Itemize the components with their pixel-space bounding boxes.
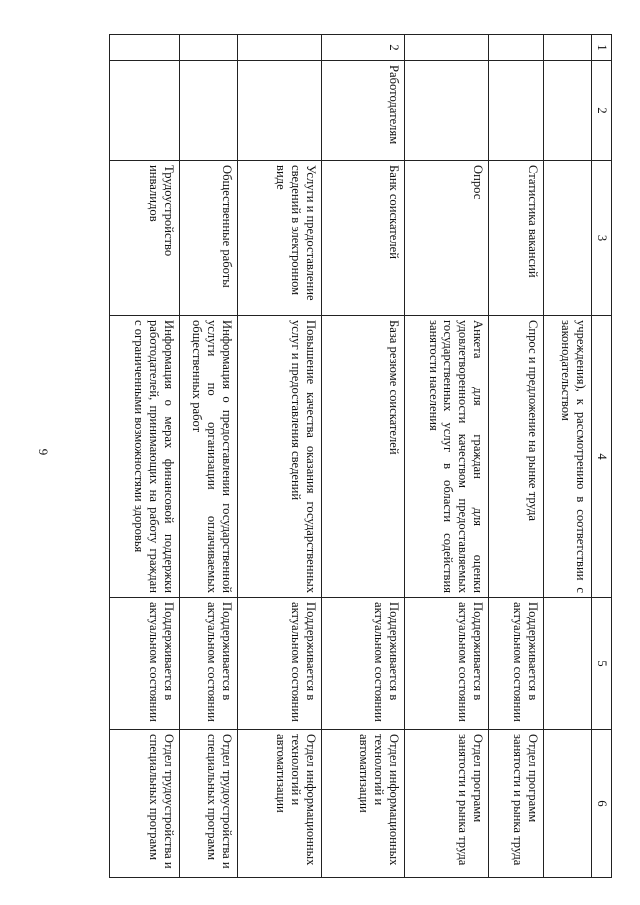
- status-cell: Поддерживается в актуальном состоянии: [180, 598, 238, 730]
- rotated-table-wrapper: [82, 34, 612, 877]
- audience-cell: [238, 61, 322, 161]
- header-col-2: 2: [592, 61, 612, 161]
- department-cell: [544, 730, 592, 878]
- department-cell: Отдел трудоустройства и специальных программ: [110, 730, 180, 878]
- department-cell: Отдел программ занятости и рынка труда: [489, 730, 544, 878]
- table-header-row: [592, 35, 612, 878]
- department-cell: Отдел информационных технологий и автоматизации: [322, 730, 405, 878]
- status-cell: Поддерживается в актуальном состоянии: [489, 598, 544, 730]
- status-cell: [544, 598, 592, 730]
- table-row: [238, 35, 322, 878]
- table-row: [405, 35, 489, 878]
- status-cell: Поддерживается в актуальном состоянии: [322, 598, 405, 730]
- service-description-cell: База резюме соискателей: [322, 316, 405, 598]
- table-row: [322, 35, 405, 878]
- service-description-cell: Информация о предоставлении государственной услуги по организации оплачиваемых общественных работ: [180, 316, 238, 598]
- service-name-cell: Статистика вакансий: [489, 161, 544, 316]
- service-description-cell: Информация о мерах финансовой поддержки работодателей, принимающих на работу граждан с ограниченными возможностями здоровья: [110, 316, 180, 598]
- header-col-5: 5: [592, 598, 612, 730]
- row-number-cell: [489, 35, 544, 61]
- audience-cell: [405, 61, 489, 161]
- service-name-cell: Опрос: [405, 161, 489, 316]
- header-col-1: 1: [592, 35, 612, 61]
- audience-cell: [180, 61, 238, 161]
- status-cell: Поддерживается в актуальном состоянии: [110, 598, 180, 730]
- header-col-3: 3: [592, 161, 612, 316]
- audience-cell: [544, 61, 592, 161]
- service-description-cell: Анкета для граждан для оценки удовлетворенности качеством предоставляемых государственных услуг в области содействия занятости населения: [405, 316, 489, 598]
- audience-cell: Работодателям: [322, 61, 405, 161]
- department-cell: Отдел трудоустройства и специальных программ: [180, 730, 238, 878]
- service-name-cell: [544, 161, 592, 316]
- status-cell: Поддерживается в актуальном состоянии: [405, 598, 489, 730]
- service-name-cell: Банк соискателей: [322, 161, 405, 316]
- row-number-cell: 2: [322, 35, 405, 61]
- department-cell: Отдел программ занятости и рынка труда: [405, 730, 489, 878]
- row-number-cell: [180, 35, 238, 61]
- table-row: [544, 35, 592, 878]
- header-col-4: 4: [592, 316, 612, 598]
- row-number-cell: [544, 35, 592, 61]
- service-description-cell: Спрос и предложение на рынке труда: [489, 316, 544, 598]
- audience-cell: [489, 61, 544, 161]
- service-description-cell: Повышение качества оказания государственных услуг и предоставления сведений: [238, 316, 322, 598]
- table-row: [489, 35, 544, 878]
- service-name-cell: Трудоустройство инвалидов: [110, 161, 180, 316]
- service-name-cell: Общественные работы: [180, 161, 238, 316]
- service-name-cell: Услуги и предоставление сведений в электронном виде: [238, 161, 322, 316]
- page-number: 6: [35, 448, 51, 456]
- row-number-cell: [110, 35, 180, 61]
- department-cell: Отдел информационных технологий и автоматизации: [238, 730, 322, 878]
- audience-cell: [110, 61, 180, 161]
- row-number-cell: [405, 35, 489, 61]
- table-row: [110, 35, 180, 878]
- services-table: [109, 34, 612, 878]
- status-cell: Поддерживается в актуальном состоянии: [238, 598, 322, 730]
- service-description-cell: учреждения), к рассмотрению в соответствии с законодательством: [544, 316, 592, 598]
- row-number-cell: [238, 35, 322, 61]
- header-col-6: 6: [592, 730, 612, 878]
- table-row: [180, 35, 238, 878]
